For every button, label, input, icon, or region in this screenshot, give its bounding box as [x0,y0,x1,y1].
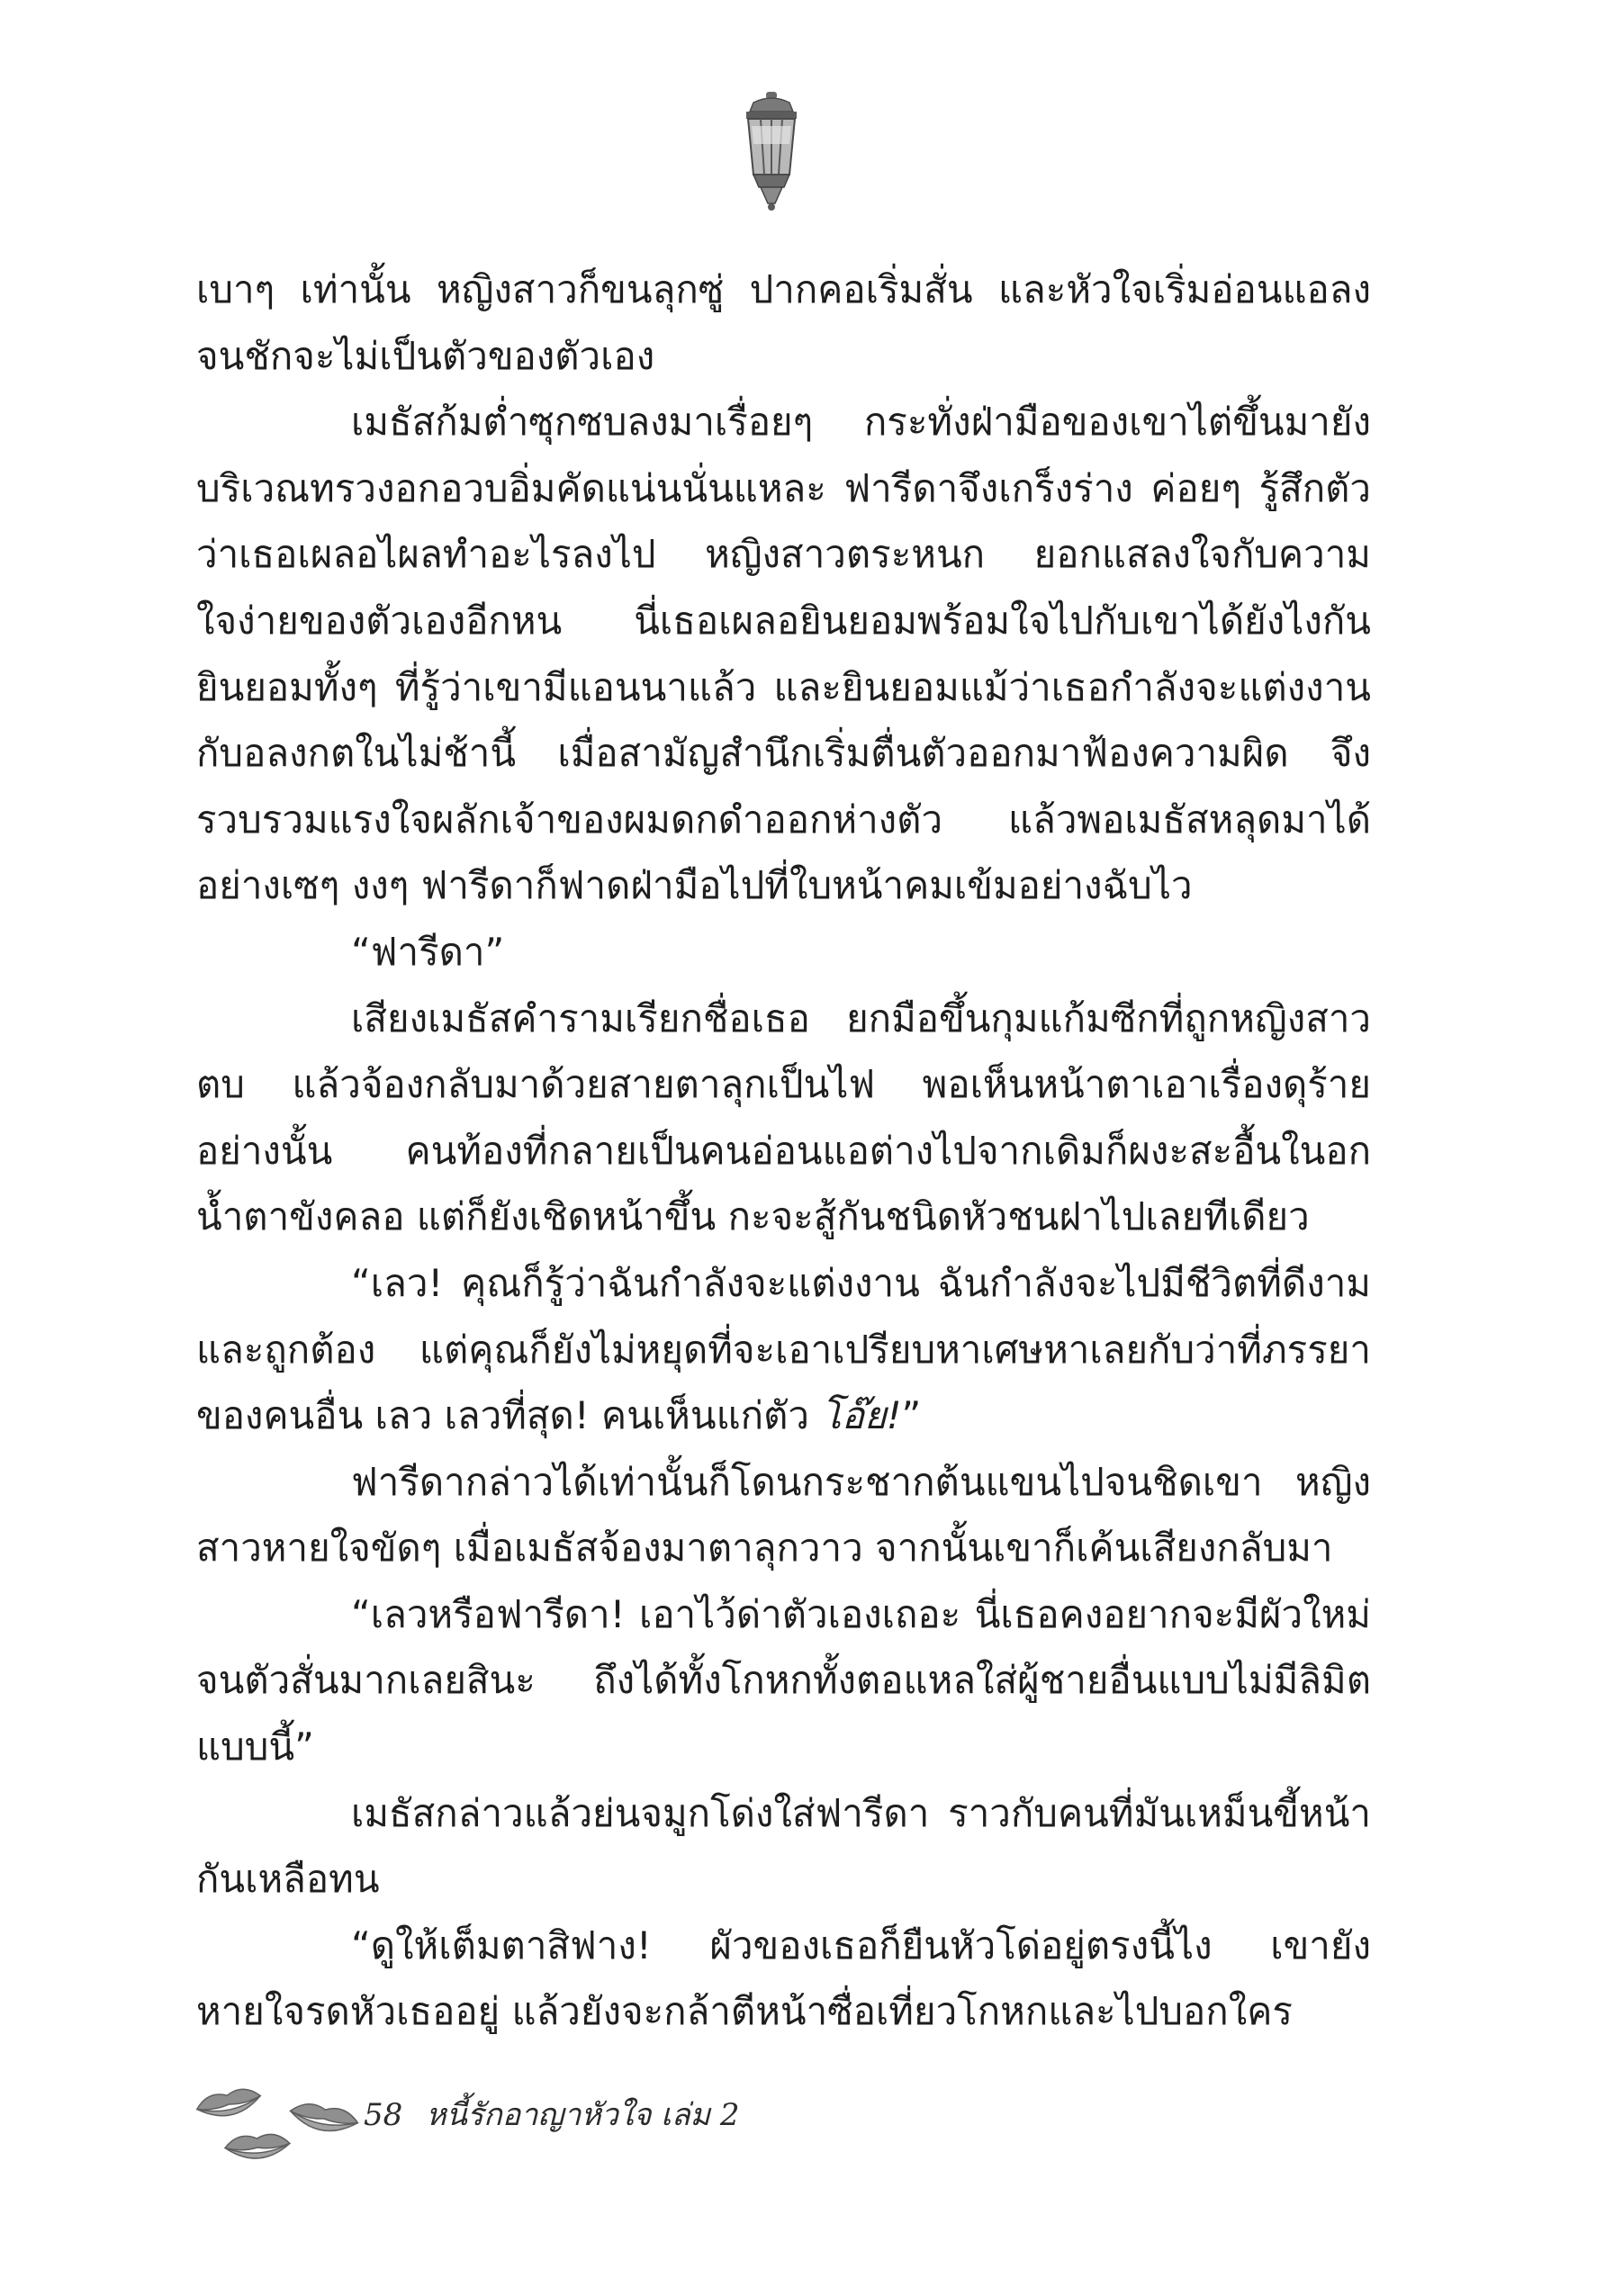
paragraph: “เลวหรือฟารีดา! เอาไว้ด่าตัวเองเถอะ นี่เธอคงอยากจะมีผัวใหม่จนตัวสั่นมากเลยสินะ ถึงได้ทั้งโกหกทั้งตอแหลใส่ผู้ชายอื่นแบบไม่มีลิมิตแบบนี้” [196,1591,1371,1769]
book-title: หนี้รักอาญาหัวใจ เล่ม 2 [426,2097,740,2133]
paragraph: เสียงเมธัสคำรามเรียกชื่อเธอ ยกมือขึ้นกุมแก้มซีกที่ถูกหญิงสาวตบ แล้วจ้องกลับมาด้วยสายตาลุกเป็นไฟ พอเห็นหน้าตาเอาเรื่องดุร้ายอย่างนั้น คนท้องที่กลายเป็นคนอ่อนแอต่างไปจากเดิมก็ผงะสะอื้นในอก น้ำตาขังคลอ แต่ก็ยังเชิดหน้าขึ้น กะจะสู้กันชนิดหัวชนฝาไปเลยทีเดียว [196,995,1371,1239]
paragraph: ฟารีดากล่าวได้เท่านั้นก็โดนกระชากต้นแขนไปจนชิดเขา หญิงสาวหายใจขัดๆ เมื่อเมธัสจ้องมาตาลุกวาว จากนั้นเขาก็เค้นเสียงกลับมา [196,1459,1371,1571]
paragraph-text: “เลว! คุณก็รู้ว่าฉันกำลังจะแต่งงาน ฉันกำลังจะไปมีชีวิตที่ดีงามและถูกต้อง แต่คุณก็ยังไม่หยุดที่จะเอาเปรียบหาเศษหาเลยกับว่าที่ภรรยาของคนอื่น เลว เลวที่สุด! คนเห็นแก่ตัว [196,1260,1371,1438]
paragraph-tail: ” [901,1393,922,1438]
page-number: 58 [364,2097,403,2133]
footer-text [364,2090,739,2138]
paragraph: เมธัสกล่าวแล้วย่นจมูกโด่งใส่ฟารีดา ราวกับคนที่มันเหม็นขี้หน้ากันเหลือทน [196,1790,1371,1902]
page-footer [187,2070,907,2178]
paragraph: “ฟารีดา” [351,929,505,974]
paragraph [196,1250,1371,1449]
paragraph: เบาๆ เท่านั้น หญิงสาวก็ขนลุกซู่ ปากคอเริ่มสั่น และหัวใจเริ่มอ่อนแอลง จนชักจะไม่เป็นตัวของตัวเอง [196,267,1371,378]
paragraph: เมธัสก้มต่ำซุกซบลงมาเรื่อยๆ กระทั่งฝ่ามือของเขาไต่ขึ้นมายังบริเวณทรวงอกอวบอิ่มคัดแน่นนั่นแหละ ฟารีดาจึงเกร็งร่าง ค่อยๆ รู้สึกตัวว่าเธอเผลอไผลทำอะไรลงไป หญิงสาวตระหนก ยอกแสลงใจกับความใจง่ายของตัวเองอีกหน นี่เธอเผลอยินยอมพร้อมใจไปกับเขาได้ยังไงกัน ยินยอมทั้งๆ ที่รู้ว่าเขามีแอนนาแล้ว และยินยอมแม้ว่าเธอกำลังจะแต่งงานกับอลงกตในไม่ช้านี้ เมื่อสามัญสำนึกเริ่มตื่นตัวออกมาฟ้องความผิด จึงรวบรวมแรงใจผลักเจ้าของผมดกดำออกห่างตัว แล้วพอเมธัสหลุดมาได้อย่างเซๆ งงๆ ฟารีดาก็ฟาดฝ่ามือไปที่ใบหน้าคมเข้มอย่างฉับไว [196,400,1371,908]
lantern-icon [734,90,809,212]
paragraph: “ดูให้เต็มตาสิฟาง! ผัวของเธอก็ยืนหัวโด่อยู่ตรงนี้ไง เขายังหายใจรดหัวเธออยู่ แล้วยังจะกล้าตีหน้าซื่อเที่ยวโกหกและไปบอกใคร [196,1922,1371,2034]
body-text [196,257,1371,2045]
paragraph-italic: โอ๊ย! [821,1393,902,1438]
lips-icon [187,2070,372,2174]
